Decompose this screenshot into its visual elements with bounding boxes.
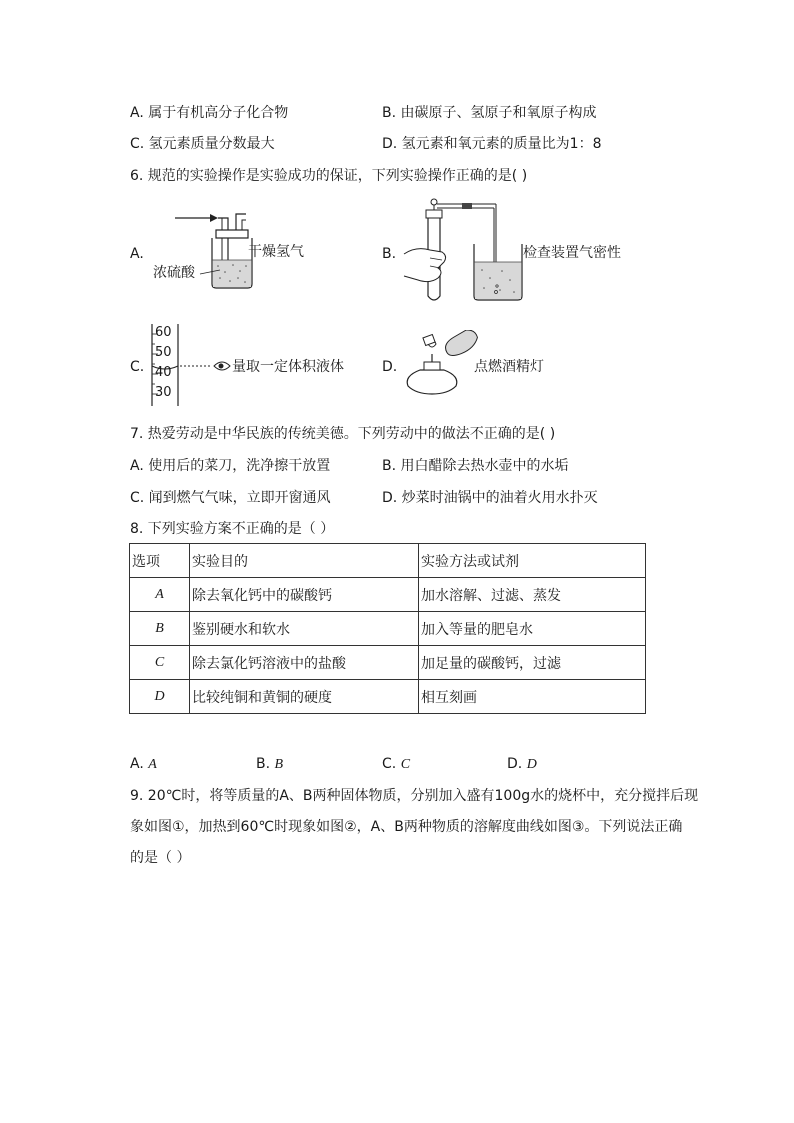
cylinder-tick-30: 30 bbox=[155, 385, 172, 400]
q6-option-a-letter: A. bbox=[130, 246, 144, 262]
q8-option-b: B. B bbox=[256, 756, 284, 772]
row-purpose: 除去氧化钙中的碳酸钙 bbox=[190, 578, 419, 612]
row-purpose: 比较纯铜和黄铜的硬度 bbox=[190, 680, 419, 714]
row-option: B bbox=[130, 612, 190, 646]
q6-a-label-dry-hydrogen: 干燥氢气 bbox=[248, 244, 304, 260]
q8-option-a-letter: A bbox=[148, 757, 157, 772]
row-purpose: 鉴别硬水和软水 bbox=[190, 612, 419, 646]
row-option: D bbox=[130, 680, 190, 714]
row-method: 加足量的碳酸钙，过滤 bbox=[419, 646, 646, 680]
q8-option-a: A. A bbox=[130, 756, 157, 772]
q9-line-2: 象如图①，加热到60℃时现象如图②，A、B两种物质的溶解度曲线如图③。下列说法正确 bbox=[130, 819, 683, 835]
q6-option-d-letter: D. bbox=[382, 359, 398, 375]
row-method: 加水溶解、过滤、蒸发 bbox=[419, 578, 646, 612]
table-row bbox=[130, 578, 646, 612]
experiment-table bbox=[129, 543, 646, 714]
q6-a-label-sulfuric-acid: 浓硫酸 bbox=[153, 265, 195, 281]
q8-stem: 8. 下列实验方案不正确的是（ ） bbox=[130, 521, 335, 537]
q6-b-label: 检查装置气密性 bbox=[523, 245, 621, 261]
header-option: 选项 bbox=[130, 544, 190, 578]
row-method: 加入等量的肥皂水 bbox=[419, 612, 646, 646]
table-row bbox=[130, 680, 646, 714]
q8-option-b-letter: B bbox=[274, 757, 284, 772]
q7-option-a: A. 使用后的菜刀，洗净擦干放置 bbox=[130, 458, 331, 474]
row-method: 相互刻画 bbox=[419, 680, 646, 714]
row-option: A bbox=[130, 578, 190, 612]
q8-option-c-letter: C bbox=[400, 757, 411, 772]
airtightness-check-diagram bbox=[400, 196, 530, 306]
q7-stem: 7. 热爱劳动是中华民族的传统美德。下列劳动中的做法不正确的是( ) bbox=[130, 426, 556, 442]
q7-option-c: C. 闻到燃气气味，立即开窗通风 bbox=[130, 490, 331, 506]
q8-option-d: D. D bbox=[507, 756, 537, 772]
q5-option-a: A. 属于有机高分子化合物 bbox=[130, 105, 289, 121]
q8-option-d-letter: D bbox=[526, 757, 537, 772]
q7-option-b: B. 用白醋除去热水壶中的水垢 bbox=[382, 458, 569, 474]
q6-c-label: 量取一定体积液体 bbox=[232, 359, 344, 375]
table-row bbox=[130, 612, 646, 646]
table-row bbox=[130, 646, 646, 680]
q5-option-b: B. 由碳原子、氢原子和氧原子构成 bbox=[382, 105, 597, 121]
q6-stem: 6. 规范的实验操作是实验成功的保证，下列实验操作正确的是( ) bbox=[130, 168, 528, 184]
header-purpose: 实验目的 bbox=[190, 544, 419, 578]
q6-option-b-letter: B. bbox=[382, 246, 397, 262]
cylinder-tick-60: 60 bbox=[155, 325, 172, 340]
alcohol-lamp-diagram bbox=[398, 330, 478, 400]
q5-option-d: D. 氢元素和氧元素的质量比为1：8 bbox=[382, 136, 602, 152]
cylinder-tick-50: 50 bbox=[155, 345, 172, 360]
row-purpose: 除去氯化钙溶液中的盐酸 bbox=[190, 646, 419, 680]
q7-option-d: D. 炒菜时油锅中的油着火用水扑灭 bbox=[382, 490, 598, 506]
q6-d-label: 点燃酒精灯 bbox=[474, 359, 544, 375]
table-header-row bbox=[130, 544, 646, 578]
row-option: C bbox=[130, 646, 190, 680]
q5-option-c: C. 氢元素质量分数最大 bbox=[130, 136, 275, 152]
header-method: 实验方法或试剂 bbox=[419, 544, 646, 578]
q9-line-1: 9. 20℃时，将等质量的A、B两种固体物质，分别加入盛有100g水的烧杯中，充分搅拌后现 bbox=[130, 788, 699, 804]
cylinder-tick-40: 40 bbox=[155, 365, 172, 380]
q6-option-c-letter: C. bbox=[130, 359, 145, 375]
q8-option-c: C. C bbox=[382, 756, 411, 772]
q9-line-3: 的是（ ） bbox=[130, 850, 191, 866]
